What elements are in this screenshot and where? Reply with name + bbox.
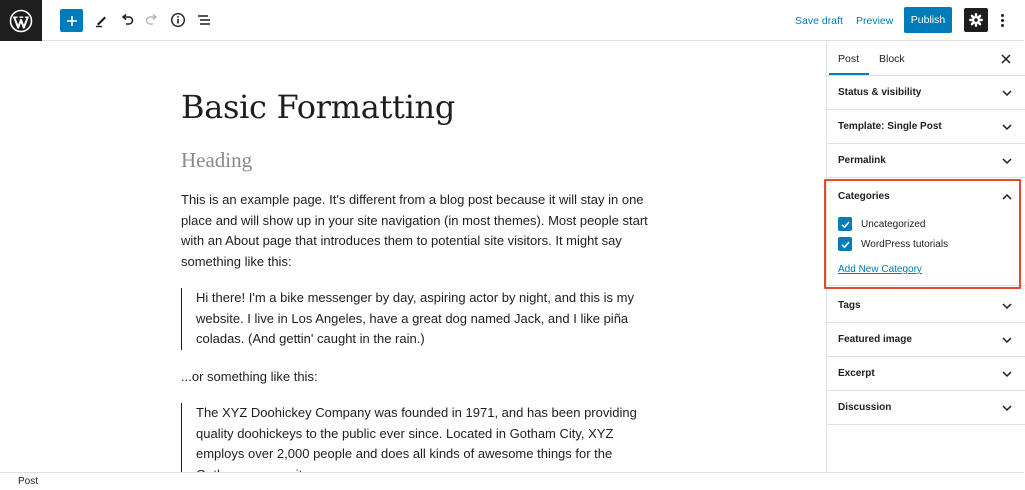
chevron-down-icon	[1001, 368, 1013, 380]
panel-permalink[interactable]	[827, 144, 1025, 178]
paragraph-block[interactable]: ...or something like this:	[181, 369, 318, 384]
post-title[interactable]: Basic Formatting	[181, 88, 456, 126]
preview-button[interactable]: Preview	[856, 15, 894, 27]
pen-icon	[93, 12, 109, 28]
details-button[interactable]	[166, 8, 190, 32]
panel-title[interactable]: Categories	[838, 191, 890, 202]
panel-title: Tags	[838, 300, 861, 311]
redo-icon	[144, 12, 160, 28]
panel-excerpt[interactable]	[827, 357, 1025, 391]
redo-button[interactable]	[140, 8, 164, 32]
panel-tags[interactable]	[827, 289, 1025, 323]
close-icon[interactable]	[999, 52, 1013, 66]
chevron-down-icon	[1001, 300, 1013, 312]
list-view-button[interactable]	[192, 8, 216, 32]
plus-icon	[66, 15, 78, 27]
quote-block[interactable]: The XYZ Doohickey Company was founded in 1971, and has been providing quality doohickeys to the public ever since. Located in Gotham City, XYZ employs over 2,000 people and does all kinds of awesome things for the	[181, 403, 651, 485]
tab-block[interactable]: Block	[879, 53, 905, 65]
sidebar-tabs	[827, 42, 1025, 76]
editor-header	[0, 0, 1024, 41]
panel-title: Status & visibility	[838, 87, 922, 98]
settings-button[interactable]	[964, 8, 988, 32]
category-label: Uncategorized	[861, 218, 926, 230]
panel-template[interactable]	[827, 110, 1025, 144]
panel-discussion[interactable]	[827, 391, 1025, 425]
chevron-down-icon	[1001, 87, 1013, 99]
chevron-down-icon	[1001, 334, 1013, 346]
block-breadcrumb-bar	[0, 472, 1024, 490]
add-new-category-link[interactable]: Add New Category	[838, 264, 922, 275]
wordpress-logo-icon[interactable]	[0, 0, 42, 41]
panel-title: Excerpt	[838, 368, 875, 379]
panel-title: Permalink	[838, 155, 886, 166]
chevron-down-icon	[1001, 402, 1013, 414]
breadcrumb-post[interactable]: Post	[18, 476, 39, 487]
category-label: WordPress tutorials	[861, 238, 949, 250]
heading-block[interactable]: Heading	[181, 148, 253, 172]
tools-button[interactable]	[89, 8, 113, 32]
add-block-button[interactable]	[60, 9, 83, 32]
panel-title: Discussion	[838, 402, 892, 413]
chevron-down-icon	[1001, 121, 1013, 133]
panel-status-visibility[interactable]	[827, 76, 1025, 110]
active-tab-indicator	[829, 73, 869, 75]
more-vertical-dot	[1001, 19, 1004, 22]
panel-title: Template: Single Post	[838, 121, 942, 132]
tab-post[interactable]: Post	[838, 53, 860, 65]
undo-button[interactable]	[115, 8, 139, 32]
save-draft-button[interactable]: Save draft	[795, 15, 843, 27]
publish-button[interactable]: Publish	[904, 7, 952, 33]
gear-icon	[969, 13, 983, 27]
more-vertical-dot	[1001, 24, 1004, 27]
undo-icon	[119, 12, 135, 28]
editor-canvas	[0, 42, 826, 472]
list-view-icon	[196, 12, 212, 28]
panel-title: Featured image	[838, 334, 912, 345]
categories-highlight-box	[824, 179, 1021, 289]
more-vertical-icon	[1001, 14, 1004, 17]
chevron-down-icon	[1001, 155, 1013, 167]
paragraph-block[interactable]: This is an example page. It's different from a blog post because it will stay in one place and will show up in your site navigation (in most themes). Most people start with an About page that introduces them to potential site visitors. It might say something like this:	[181, 192, 648, 269]
info-icon	[170, 12, 186, 28]
quote-block[interactable]: Hi there! I'm a bike messenger by day, aspiring actor by night, and this is my website. I live in Los Angeles, have a great dog named Jack, and I like piña coladas. (And gettin' caught in the rain.)	[181, 288, 651, 350]
more-options-button[interactable]	[995, 10, 1009, 30]
panel-featured-image[interactable]	[827, 323, 1025, 357]
